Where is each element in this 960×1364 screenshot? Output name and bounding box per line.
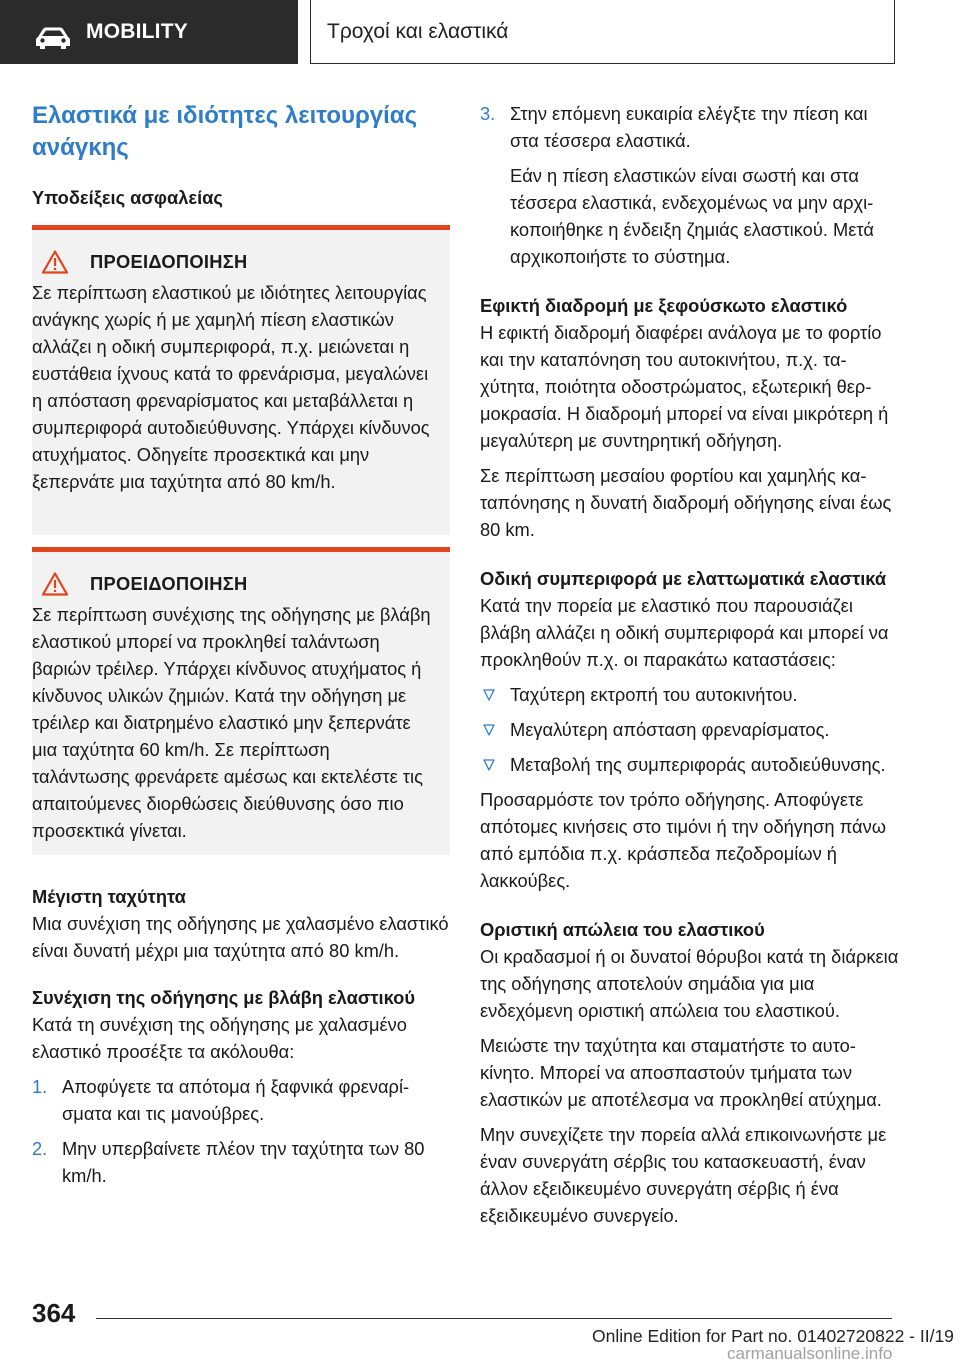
- list-item: [32, 1135, 450, 1189]
- warning-title: ΠΡΟΕΙΔΟΠΟΙΗΣΗ: [90, 573, 248, 594]
- step-number: 3.: [480, 103, 496, 124]
- max-speed-text: Μια συνέχιση της οδήγησης με χαλασμένο ελαστικό είναι δυνατή μέχρι μια ταχύτητα από 80 km/h.: [32, 913, 449, 961]
- warning-title: ΠΡΟΕΙΔΟΠΟΙΗΣΗ: [90, 251, 248, 272]
- car-icon: [34, 26, 72, 50]
- triangle-bullet-icon: [483, 724, 495, 736]
- page-number: 364: [32, 1298, 76, 1328]
- warning-text: Σε περίπτωση ελαστικού με ιδιότητες λειτουργίας ανάγκης χωρίς ή με χαμηλή πίεση ελαστικών αλλάζει η οδική συμπεριφορά, π.χ. μειώνεται η ευστάθεια ίχνους κατά το φρενάρισμα, μεγαλώνει η απόσταση φρεναρίσματος και μεταβάλλεται η συμπεριφορά αυτοδιεύθυνσης. Υπάρχει κίνδυνος ατυχήματος. Οδηγείτε προσεκτικά και μην ξεπερνάτε μια ταχύτητα από 80 km/h.: [32, 282, 430, 492]
- behavior-text: Κατά την πορεία με ελαστικό που παρουσιάζει βλάβη αλλάζει η οδική συμπεριφορά και μπορεί να προκληθούν π.χ. οι παρακάτω καταστάσεις:: [480, 595, 889, 670]
- watermark: carmanualsonline.info: [727, 1344, 893, 1363]
- section-title: Τροχοί και ελαστικά: [327, 20, 509, 43]
- tire-loss-text: Μην συνεχίζετε την πορεία αλλά επικοινωνήστε με έναν συνεργάτη σέρβις του κατασκευαστή, έναν άλλον εξειδικευμένο συνεργάτη σέρβις ή ένα εξειδικευμένο συνεργείο.: [480, 1124, 887, 1226]
- section-title-tab: [310, 0, 895, 64]
- step-text: Αποφύγετε τα απότομα ή ξαφνικά φρεναρίσματα και τις μανούβρες.: [62, 1076, 410, 1124]
- warning-header: [32, 570, 436, 597]
- page-header: [0, 0, 960, 66]
- footer-divider: [96, 1318, 892, 1319]
- list-item: [480, 716, 900, 743]
- list-item: [480, 100, 900, 270]
- range-heading: Εφικτή διαδρομή με ξεφούσκωτο ελαστικό: [480, 295, 848, 316]
- list-item: [480, 751, 900, 778]
- step-text: Στην επόμενη ευκαιρία ελέγξτε την πίεση και στα τέσσερα ελαστικά.: [510, 103, 868, 151]
- tire-loss-text: Μειώστε την ταχύτητα και σταματήστε το αυτοκίνητο. Μπορεί να αποσπαστούν τμήματα των ελαστικών με αποτέλεσμα να προκληθεί ατύχημα.: [480, 1035, 882, 1110]
- edition-note: Online Edition for Part no. 01402720822 - II/19: [592, 1326, 954, 1346]
- mobility-label: MOBILITY: [86, 20, 188, 43]
- bullet-text: Μεγαλύτερη απόσταση φρεναρίσματος.: [510, 719, 830, 740]
- steps-list-continued: [480, 100, 900, 270]
- step-text: Μην υπερβαίνετε πλέον την ταχύτητα των 80 km/h.: [62, 1138, 425, 1186]
- warning-triangle-icon: [42, 572, 68, 596]
- safety-heading: Υποδείξεις ασφαλείας: [32, 187, 223, 208]
- left-column: [32, 100, 450, 1189]
- right-column: [480, 100, 900, 1229]
- mobility-tab: [0, 0, 298, 64]
- behavior-heading: Οδική συμπεριφορά με ελαττωματικά ελαστικά: [480, 568, 887, 589]
- bullet-text: Ταχύτερη εκτροπή του αυτοκινήτου.: [510, 684, 798, 705]
- list-item: [480, 681, 900, 708]
- warning-text: Σε περίπτωση συνέχισης της οδήγησης με βλάβη ελαστικού μπορεί να προκληθεί ταλάντωση βαριών τρέιλερ. Υπάρχει κίνδυνος ατυχήματος ή κίνδυνος υλικών ζημιών. Κατά την οδήγηση με τρέιλερ και διατρημένο ελαστικό μην ξεπερνάτε μια ταχύτητα 60 km/h. Σε περίπτωση ταλάντωσης φρενάρετε αμέσως και εκτελέστε τις απαιτούμενες διορθώσεις διεύθυνσης όσο πιο προσεκτικά γίνεται.: [32, 604, 431, 841]
- adjust-driving-text: Προσαρμόστε τον τρόπο οδήγησης. Αποφύγετε απότομες κινήσεις στο τιμόνι ή την οδήγηση πάνω από εμπόδια π.χ. κράσπεδα πεζοδρομίων ή λακκούβες.: [480, 789, 886, 891]
- bullet-text: Μεταβολή της συμπεριφοράς αυτοδιεύθυνσης.: [510, 754, 886, 775]
- step-number: 1.: [32, 1076, 48, 1097]
- bullet-list: [480, 681, 900, 778]
- warning-box-2: [32, 547, 450, 855]
- continue-driving-text: Κατά τη συνέχιση της οδήγησης με χαλασμένο ελαστικό προσέξτε τα ακόλουθα:: [32, 1014, 407, 1062]
- list-item: [32, 1073, 450, 1127]
- max-speed-heading: Μέγιστη ταχύτητα: [32, 886, 186, 907]
- triangle-bullet-icon: [483, 759, 495, 771]
- warning-triangle-icon: [42, 250, 68, 274]
- range-text: Η εφικτή διαδρομή διαφέρει ανάλογα με το φορτίο και την καταπόνηση του αυτοκινήτου, π.χ. ταχύτητα, ποιότητα οδοστρώματος, εξωτερική θερμοκρασία. Η διαδρομή μπορεί να είναι μικρότερη ή μεγαλύτερη με συντηρητική οδήγηση.: [480, 322, 889, 451]
- tire-loss-text: Οι κραδασμοί ή οι δυνατοί θόρυβοι κατά τη διάρκεια της οδήγησης αποτελούν σημάδια για μια ενδεχόμενη οριστική απώλεια του ελαστικού.: [480, 946, 899, 1021]
- range-text: Σε περίπτωση μεσαίου φορτίου και χαμηλής καταπόνησης η δυνατή διαδρομή οδήγησης είναι έως 80 km.: [480, 465, 892, 540]
- triangle-bullet-icon: [483, 689, 495, 701]
- warning-header: [32, 248, 436, 275]
- step-note: Εάν η πίεση ελαστικών είναι σωστή και στα τέσσερα ελαστικά, ενδεχομένως να μην αρχικοποιήθηκε η ένδειξη ζημιάς ελαστικού. Μετά αρχικοποιήστε το σύστημα.: [510, 165, 874, 267]
- warning-box-1: [32, 225, 450, 535]
- continue-driving-heading: Συνέχιση της οδήγησης με βλάβη ελαστικού: [32, 987, 415, 1008]
- tire-loss-heading: Οριστική απώλεια του ελαστικού: [480, 919, 765, 940]
- page-title: Ελαστικά με ιδιότητες λειτουργίας ανάγκης: [32, 102, 418, 161]
- step-number: 2.: [32, 1138, 48, 1159]
- steps-list: [32, 1073, 450, 1189]
